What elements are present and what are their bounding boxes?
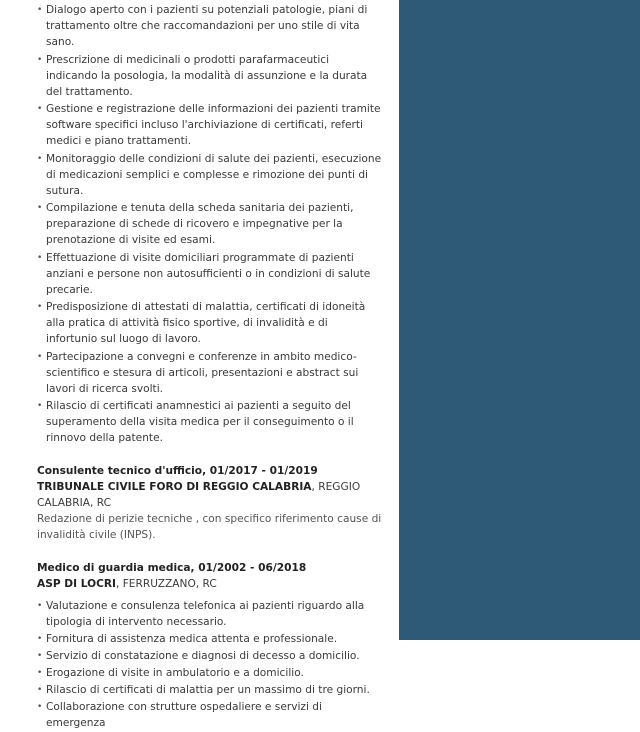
list-item: • Dialogo aperto con i pazienti su potenziali patologie, piani di trattamento oltre che raccomandazioni per uno stile di vita sano.	[37, 2, 382, 50]
list-item: • Valutazione e consulenza telefonica ai pazienti riguardo alla tipologia di intervento necessario.	[37, 598, 382, 630]
job-title: Medico di guardia medica	[37, 562, 191, 574]
list-item: • Predisposizione di attestati di malattia, certificati di idoneità alla pratica di attività fisico sportive, di invalidità e di infortunio sul luogo di lavoro.	[37, 299, 382, 347]
job-employer	[37, 479, 382, 511]
list-item: • Fornitura di assistenza medica attenta e professionale.	[37, 631, 382, 647]
job-description: Redazione di perizie tecniche , con specifico riferimento cause di invalidità civile (INPS).	[37, 513, 382, 541]
sidebar-panel	[399, 0, 640, 640]
experience-section	[37, 2, 382, 732]
list-item: • Gestione e registrazione delle informazioni dei pazienti tramite software specifici incluso l'archiviazione di certificati, referti medici e piano trattamenti.	[37, 101, 382, 149]
list-item: • Erogazione di visite in ambulatorio e a domicilio.	[37, 665, 382, 681]
company-location: , REGGIO CALABRIA, RC	[37, 481, 361, 509]
list-item: • Servizio di constatazione e diagnosi di decesso a domicilio.	[37, 648, 382, 664]
list-item: • Compilazione e tenuta della scheda sanitaria dei pazienti, preparazione di schede di ricovero e impegnative per la prenotazione di visite ed esami.	[37, 200, 382, 248]
list-item: • Rilascio di certificati anamnestici ai pazienti a seguito del superamento della visita medica per il conseguimento o il rinnovo della patente.	[37, 398, 382, 446]
list-item: • Monitoraggio delle condizioni di salute dei pazienti, esecuzione di medicazioni semplici e complesse e rimozione dei punti di sutura.	[37, 151, 382, 199]
list-item: • Effettuazione di visite domiciliari programmate di pazienti anziani e persone non autosufficienti o in condizioni di salute precarie.	[37, 250, 382, 298]
job-dates: , 01/2002 - 06/2018	[190, 562, 307, 574]
job-header	[37, 463, 382, 479]
company-location: , FERRUZZANO, RC	[115, 578, 217, 590]
company-name: TRIBUNALE CIVILE FORO DI REGGIO CALABRIA	[37, 481, 312, 493]
job-entry	[37, 560, 382, 731]
job-entry	[37, 463, 382, 543]
job-duties-list	[37, 598, 382, 731]
job-dates: , 01/2017 - 01/2019	[202, 465, 318, 477]
company-name: ASP DI LOCRI	[37, 578, 116, 590]
job-title: Consulente tecnico d'ufficio	[37, 465, 203, 477]
list-item: • Prescrizione di medicinali o prodotti parafarmaceutici indicando la posologia, la modalità di assunzione e la durata del trattamento.	[37, 52, 382, 100]
job-duties-list	[37, 2, 382, 446]
job-header	[37, 560, 382, 576]
list-item: • Rilascio di certificati di malattia per un massimo di tre giorni.	[37, 682, 382, 698]
list-item: • Collaborazione con strutture ospedaliere e servizi di emergenza	[37, 699, 382, 731]
job-employer	[37, 576, 382, 592]
list-item: • Partecipazione a convegni e conferenze in ambito medico-scientifico e stesura di articoli, presentazioni e abstract sui lavori di ricerca svolti.	[37, 349, 382, 397]
